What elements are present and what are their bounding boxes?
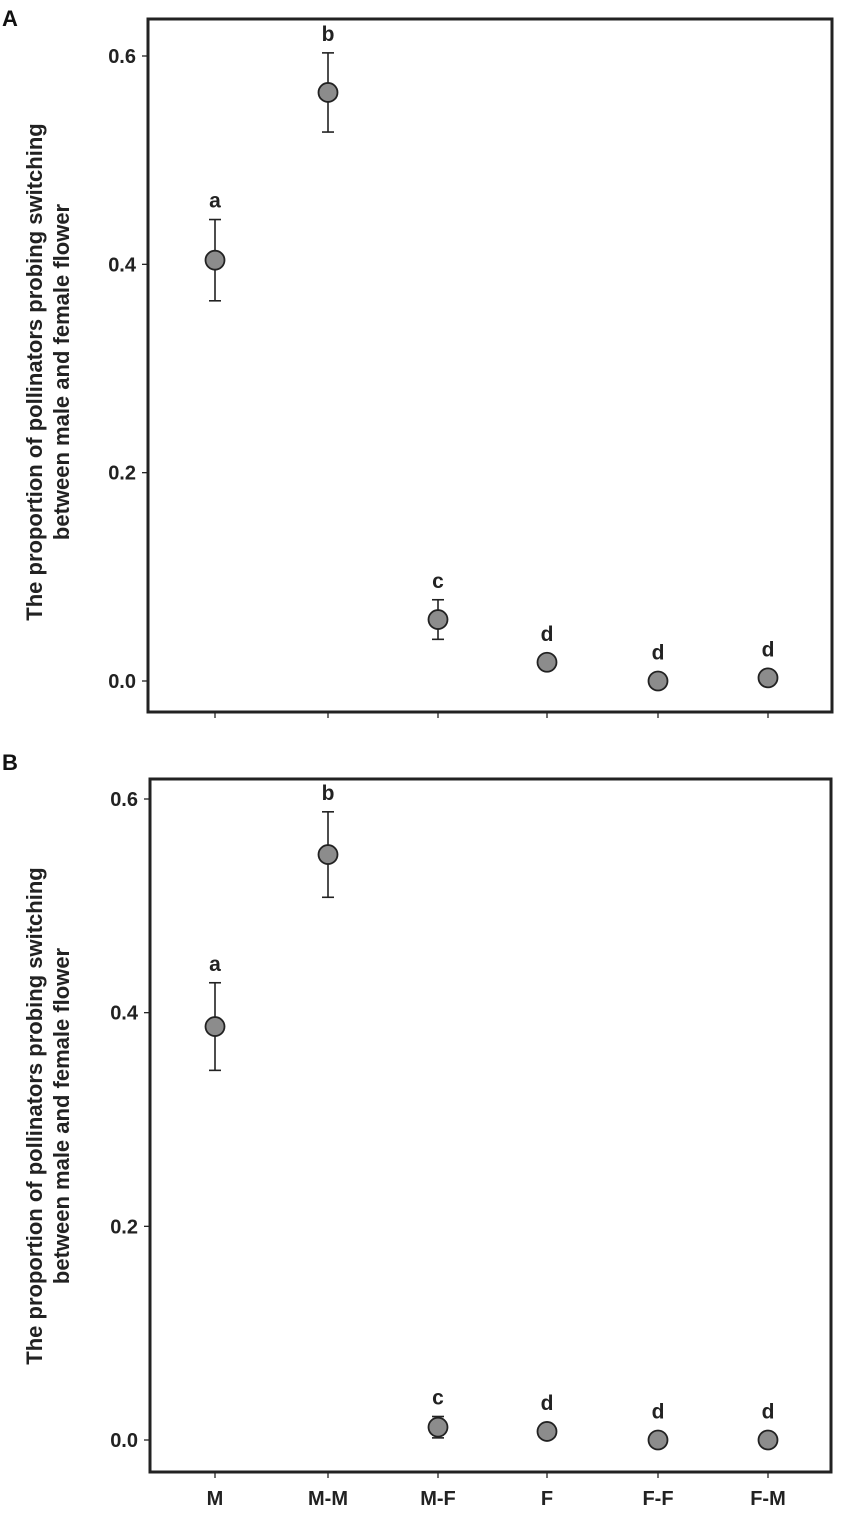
significance-letter: a: [209, 952, 221, 976]
plot-frame: [148, 19, 832, 712]
panel-a: [2, 6, 832, 718]
data-point-m-f: [429, 1418, 448, 1437]
data-point-f-f: [649, 1431, 668, 1450]
x-tick-label: M-F: [420, 1488, 456, 1510]
significance-letter: c: [432, 1386, 444, 1410]
significance-letter: d: [761, 1400, 775, 1424]
y-tick-label: 0.4: [110, 1002, 138, 1025]
y-axis-label-line: The proportion of pollinators probing switching: [22, 123, 47, 621]
y-axis-label-line: between male and female flower: [49, 947, 74, 1285]
y-axis-label-line: between male and female flower: [49, 203, 74, 541]
y-tick-label: 0.6: [108, 46, 136, 68]
x-tick-label: F-F: [642, 1488, 674, 1510]
significance-letter: b: [321, 22, 335, 46]
x-tick-label: F: [540, 1488, 554, 1510]
x-tick-label: M-M: [308, 1488, 348, 1510]
panel-letter: B: [2, 750, 18, 775]
y-tick-label: 0.0: [108, 671, 136, 693]
y-tick-label: 0.6: [110, 789, 138, 811]
plot-frame: [150, 779, 831, 1472]
y-axis-label: [22, 123, 74, 620]
data-point-f-m: [759, 1431, 778, 1450]
y-axis-label-line: The proportion of pollinators probing switching: [22, 867, 47, 1365]
data-point-f-m: [759, 668, 778, 687]
significance-letter: c: [432, 569, 444, 593]
data-point-m-m: [319, 83, 338, 102]
significance-letter: d: [761, 638, 775, 662]
significance-letter: d: [540, 622, 554, 646]
data-point-f: [538, 1422, 557, 1441]
y-tick-label: 0.4: [108, 254, 136, 277]
significance-letter: b: [321, 781, 335, 805]
x-tick-label: F-M: [750, 1488, 786, 1510]
significance-letter: a: [209, 189, 221, 213]
significance-letter: d: [540, 1391, 554, 1415]
data-point-m-m: [319, 845, 338, 864]
data-point-m: [206, 251, 225, 270]
data-point-m-f: [429, 610, 448, 629]
y-tick-label: 0.2: [110, 1216, 138, 1239]
y-axis-label: [22, 867, 74, 1364]
significance-letter: d: [651, 641, 665, 665]
data-point-f: [538, 653, 557, 672]
y-tick-label: 0.2: [108, 462, 136, 485]
y-tick-label: 0.0: [110, 1430, 138, 1452]
panel-b: [2, 750, 831, 1510]
panel-letter: A: [2, 6, 18, 31]
data-point-f-f: [649, 672, 668, 691]
x-tick-label: M: [206, 1488, 224, 1510]
significance-letter: d: [651, 1400, 665, 1424]
data-point-m: [206, 1017, 225, 1036]
